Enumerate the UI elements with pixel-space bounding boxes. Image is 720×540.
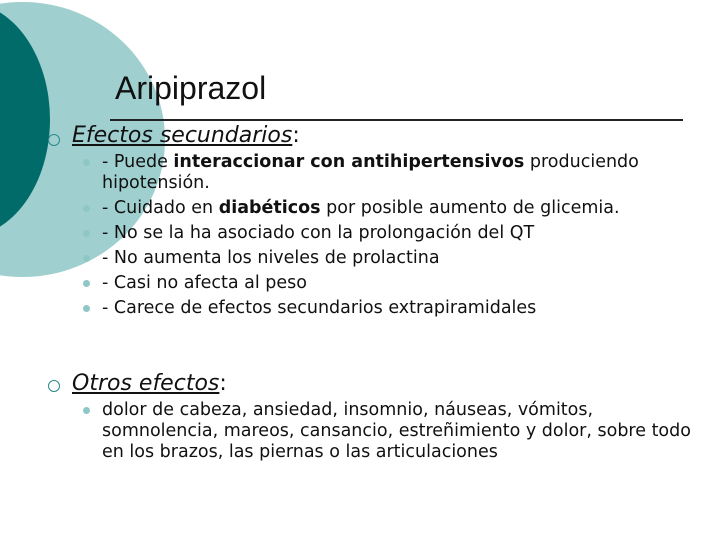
section-heading-colon: : [219,371,227,396]
text-segment: - Casi no afecta al peso [102,273,307,293]
list-item [80,400,700,463]
bold-text-segment: diabéticos [218,198,321,218]
list-item [80,198,700,219]
bullet-dot-icon [83,305,90,312]
bullet-dot-icon [83,407,90,414]
section-heading-text: Otros efectos [72,371,220,396]
text-segment: por posible aumento de glicemia. [320,198,620,218]
bullet-dot-icon [83,255,90,262]
slide-title: Aripiprazol [115,70,267,106]
bullet-dot-icon [83,205,90,212]
section-heading-colon: : [292,123,300,148]
text-segment: - No aumenta los niveles de prolactina [102,248,440,268]
text-segment: produciendo hipotensión. [102,152,639,193]
text-segment: - Puede [102,152,174,172]
list-item [80,223,700,244]
list-item [80,248,700,269]
text-segment: dolor de cabeza, ansiedad, insomnio, náuseas, vómitos, somnolencia, mareos, cansancio, estreñimiento y dolor, sobre todo en los brazos, las piernas o las articulaciones [102,400,691,462]
text-segment: - Cuidado en [102,198,219,218]
bold-text-segment: interaccionar con antihipertensivos [173,152,525,172]
text-segment: - No se la ha asociado con la prolongación del QT [102,223,535,243]
section-bullet-icon [48,380,60,392]
section-heading-efectos-secundarios [72,123,300,148]
bullet-dot-icon [83,159,90,166]
list-item [80,152,700,194]
section-heading-text: Efectos secundarios [72,123,293,148]
title-underline-rule [110,119,683,121]
section-bullet-icon [48,134,60,146]
side-effects-list [80,152,700,323]
list-item [80,298,700,319]
bullet-dot-icon [83,230,90,237]
text-segment: - Carece de efectos secundarios extrapiramidales [102,298,537,318]
list-item [80,273,700,294]
section-heading-otros-efectos [72,371,227,396]
other-effects-list [80,400,700,467]
bullet-dot-icon [83,280,90,287]
